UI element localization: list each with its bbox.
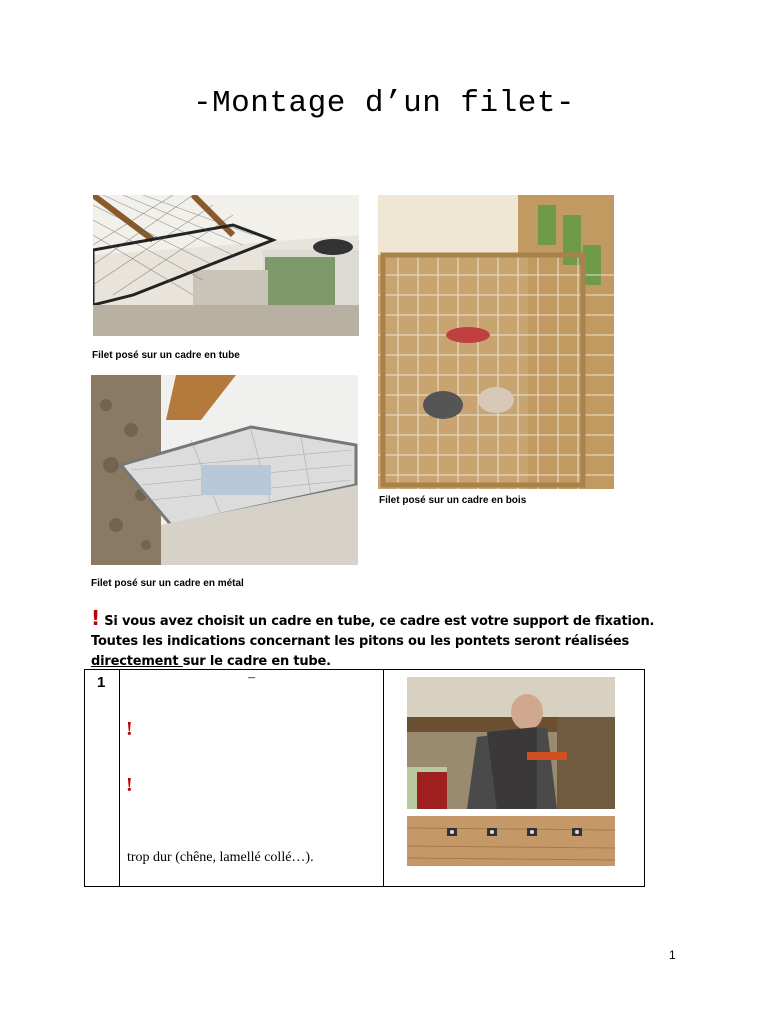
step-dash: – <box>248 670 255 685</box>
step-number-cell <box>85 670 120 887</box>
note-text-2: sur le cadre en tube. <box>182 654 331 669</box>
step-number: 1 <box>97 674 106 691</box>
step-text-cell <box>120 670 384 887</box>
table-row <box>85 670 645 887</box>
warning-icon: ! <box>126 718 133 740</box>
caption-metal: Filet posé sur un cadre en métal <box>91 578 244 589</box>
photo-wood-fixings <box>407 816 615 866</box>
step-text: trop dur (chêne, lamellé collé…). <box>127 850 314 865</box>
warning-icon: ! <box>91 606 100 630</box>
step-image-cell <box>384 670 645 887</box>
page-number: 1 <box>669 948 676 962</box>
photo-net-wood-frame <box>378 195 614 489</box>
note-text-1: Si vous avez choisit un cadre en tube, ce cadre est votre support de fixation. Toutes les indications concernant les pitons ou les pontets seront réalisées <box>91 614 655 649</box>
warning-icon: ! <box>126 774 133 796</box>
frame-note <box>91 608 691 672</box>
photo-man-drilling <box>407 677 615 809</box>
note-text-underlined: directement <box>91 654 183 669</box>
caption-tube: Filet posé sur un cadre en tube <box>92 350 240 361</box>
steps-table <box>84 669 645 887</box>
page-title: -Montage d’un filet- <box>192 86 576 121</box>
photo-net-tube-frame <box>93 195 359 336</box>
photo-net-metal-frame <box>91 375 358 565</box>
caption-bois: Filet posé sur un cadre en bois <box>379 495 527 506</box>
